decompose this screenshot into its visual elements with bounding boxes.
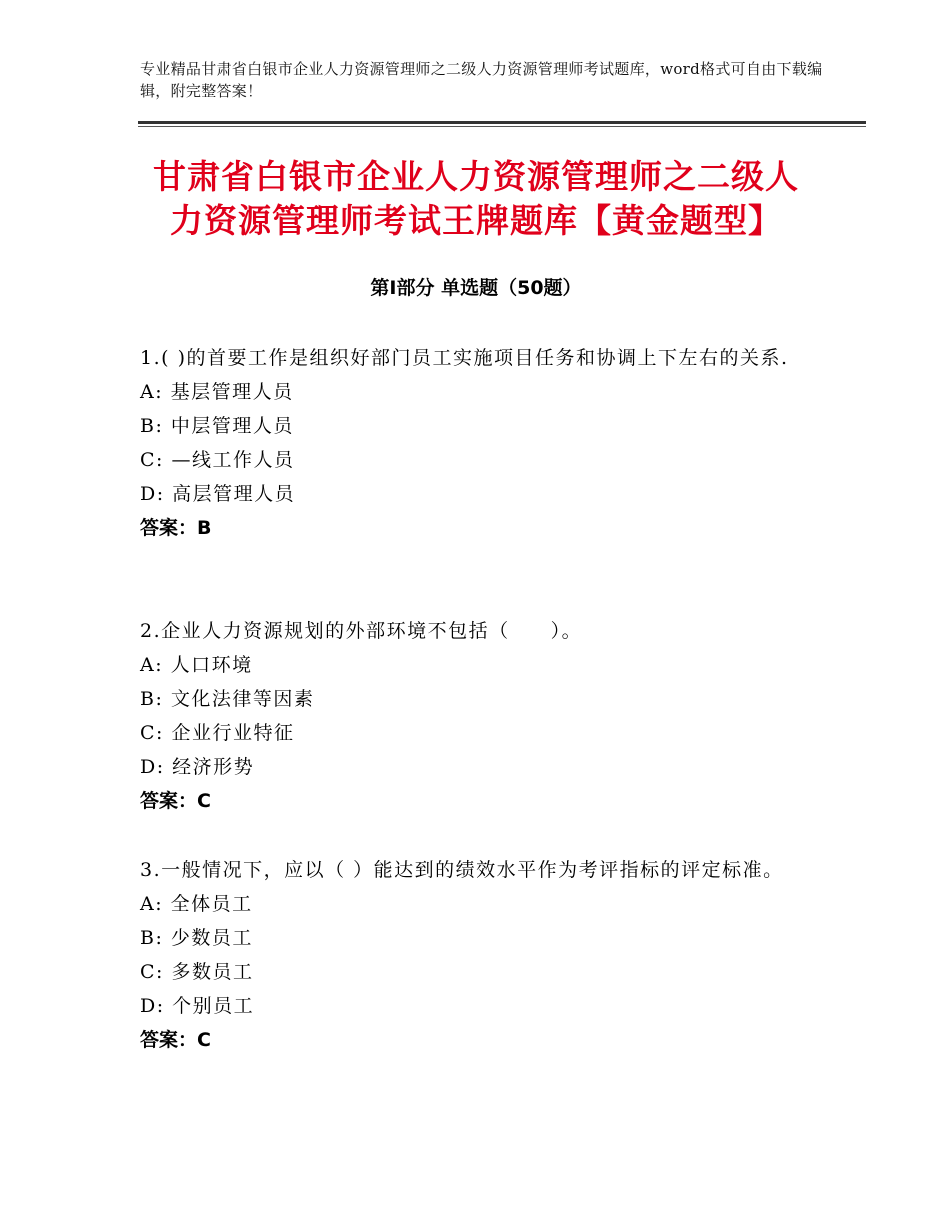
option-c: C: 多数员工 (140, 961, 254, 983)
header-rule-thick (138, 121, 866, 124)
document-title: 甘肃省白银市企业人力资源管理师之二级人力资源管理师考试王牌题库【黄金题型】 (153, 157, 799, 240)
answer: 答案：C (140, 1029, 211, 1051)
option-c: C: —线工作人员 (140, 449, 295, 471)
option-b: B: 文化法律等因素 (140, 688, 315, 710)
option-b: B: 中层管理人员 (140, 415, 294, 437)
answer: 答案：C (140, 790, 211, 812)
option-a: A: 基层管理人员 (140, 381, 294, 403)
option-d: D: 经济形势 (140, 756, 255, 778)
question-2 (140, 614, 812, 818)
option-b: B: 少数员工 (140, 927, 253, 949)
header-note: 专业精品甘肃省白银市企业人力资源管理师之二级人力资源管理师考试题库，word格式可自由下载编辑，附完整答案！ (140, 60, 823, 100)
question-stem: 2.企业人力资源规划的外部环境不包括（ ）。 (140, 620, 583, 642)
section-heading: 第Ⅰ部分 单选题（50题） (370, 277, 582, 299)
question-stem: 1.( )的首要工作是组织好部门员工实施项目任务和协调上下左右的关系. (140, 347, 789, 369)
answer: 答案：B (140, 517, 212, 539)
option-a: A: 人口环境 (140, 654, 253, 676)
option-d: D: 个别员工 (140, 995, 255, 1017)
question-3 (140, 853, 812, 1057)
option-a: A: 全体员工 (140, 893, 253, 915)
option-c: C: 企业行业特征 (140, 722, 295, 744)
option-d: D: 高层管理人员 (140, 483, 296, 505)
question-1 (140, 341, 812, 545)
header-rule-thin (138, 126, 866, 127)
question-stem: 3.一般情况下，应以（ ）能达到的绩效水平作为考评指标的评定标准。 (140, 859, 784, 881)
